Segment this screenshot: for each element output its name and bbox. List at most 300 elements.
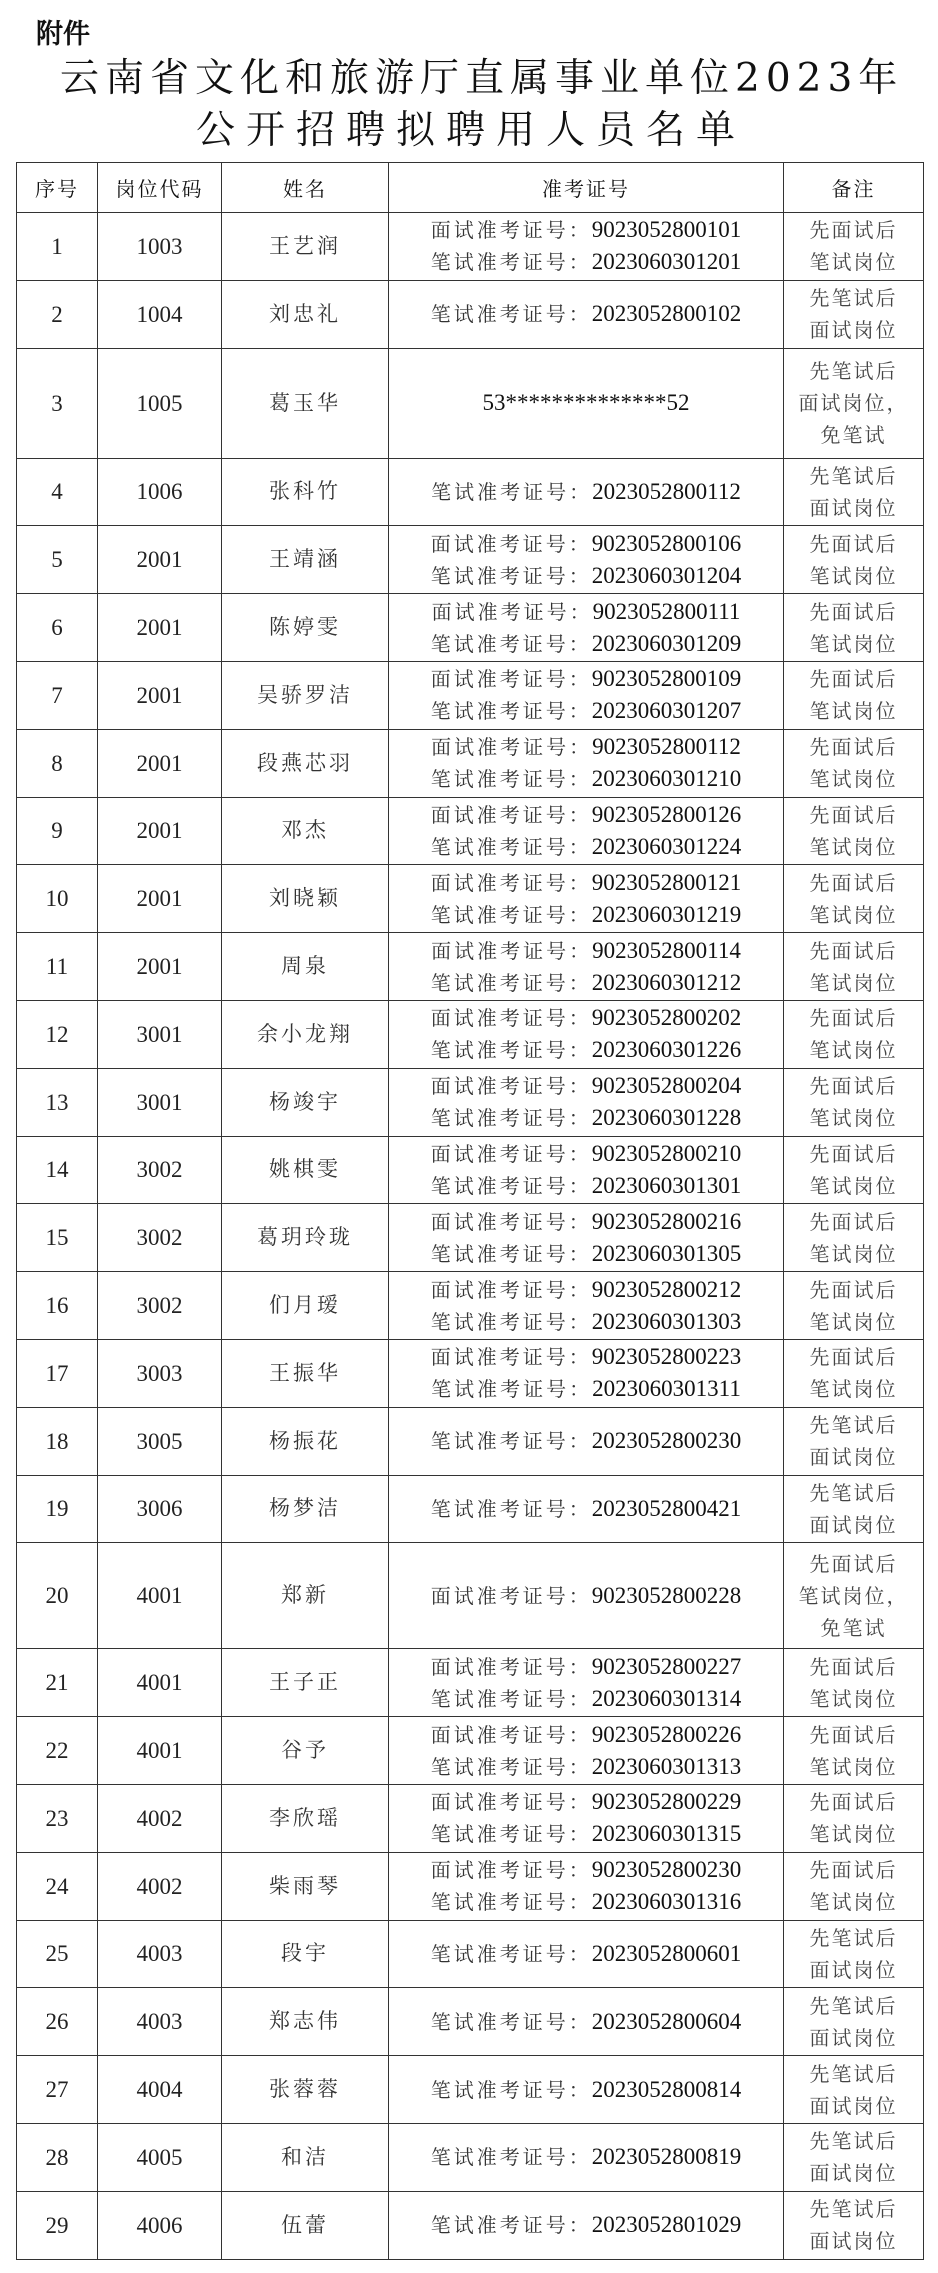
table-row [17,1649,924,1717]
ticket-label: 笔试准考证号： [430,1429,592,1454]
remarks-line: 先面试后 [809,1006,898,1031]
ticket-label: 面试准考证号： [431,938,593,963]
admission-ticket-cell [389,280,784,348]
table-row [17,1784,924,1852]
table-row [17,797,924,865]
ticket-line [389,1002,783,1034]
ticket-line [389,2141,783,2173]
remarks-line: 先笔试后 [809,1993,898,2018]
remarks-line: 先笔试后 [809,463,898,488]
ticket-number: 2023052800421 [591,1495,742,1521]
ticket-line [389,2006,783,2038]
serial-no-cell: 2 [17,280,98,348]
serial-no-cell: 10 [17,865,98,933]
remarks-line: 面试岗位 [809,1957,898,1982]
ticket-number: 2023052800112 [592,478,741,504]
ticket-line [389,695,783,727]
ticket-label: 面试准考证号： [430,1074,592,1099]
position-code-cell: 4003 [98,1920,222,1988]
position-code-cell: 3006 [98,1475,222,1543]
ticket-line [389,1425,783,1457]
name-cell: 王艺润 [222,213,389,281]
name-cell: 张科竹 [222,458,389,526]
ticket-label: 笔试准考证号： [430,834,592,859]
serial-no-cell: 24 [17,1852,98,1920]
attachment-label: 附件 [36,19,90,50]
remarks-line: 笔试岗位 [809,1038,898,1063]
table-row [17,348,924,458]
ticket-label: 面试准考证号： [430,1209,592,1234]
remarks-line: 先笔试后 [809,2197,898,2222]
remarks-line: 先面试后 [809,218,898,243]
remarks-line: 先笔试后 [809,359,898,384]
ticket-line [389,560,783,592]
ticket-number: 9023052800230 [591,1857,742,1883]
ticket-label: 笔试准考证号： [431,1377,593,1402]
ticket-number: 2023052800601 [591,1940,742,1966]
admission-ticket-cell [389,1920,784,1988]
serial-no-cell: 28 [17,2123,98,2191]
ticket-label: 笔试准考证号： [430,1822,592,1847]
ticket-line [389,935,783,967]
table-row [17,1543,924,1649]
ticket-label: 笔试准考证号： [430,1038,592,1063]
remarks-line: 先面试后 [809,802,898,827]
admission-ticket-cell [389,1717,784,1785]
admission-ticket-cell [389,1649,784,1717]
table-row [17,1339,924,1407]
ticket-line [389,1818,783,1850]
remarks-cell [784,348,924,458]
admission-ticket-cell [389,865,784,933]
ticket-label: 面试准考证号： [430,218,592,243]
table-body [17,213,924,2260]
ticket-line [389,663,783,695]
remarks-line: 先面试后 [809,1722,898,1747]
table-row [17,1852,924,1920]
table-row [17,865,924,933]
position-code-cell: 4006 [98,2191,222,2259]
remarks-line: 先笔试后 [809,2061,898,2086]
table-row [17,661,924,729]
table-row [17,1000,924,1068]
position-code-cell: 3003 [98,1339,222,1407]
name-cell: 伍蕾 [222,2191,389,2259]
ticket-number: 9023052800101 [591,217,742,243]
ticket-label: 面试准考证号： [431,599,593,624]
table-row [17,458,924,526]
header-position-code: 岗位代码 [98,163,222,213]
ticket-label: 面试准考证号： [430,1141,592,1166]
remarks-cell [784,729,924,797]
ticket-label: 面试准考证号： [431,735,593,760]
ticket-number: 2023060301303 [591,1308,742,1334]
remarks-line: 先面试后 [809,1654,898,1679]
ticket-number: 2023060301224 [591,833,742,859]
remarks-line: 先面试后 [809,1551,898,1576]
ticket-number: 9023052800109 [591,666,742,692]
serial-no-cell: 7 [17,661,98,729]
position-code-cell: 1004 [98,280,222,348]
header-serial-no: 序号 [17,163,98,213]
ticket-label: 笔试准考证号： [430,699,592,724]
remarks-cell [784,797,924,865]
ticket-number: 9023052800106 [591,530,742,556]
remarks-cell [784,1475,924,1543]
table-row [17,594,924,662]
remarks-cell [784,661,924,729]
ticket-line [389,1373,783,1405]
remarks-line: 面试岗位 [809,2093,898,2118]
remarks-cell [784,458,924,526]
remarks-line: 笔试岗位 [809,1309,898,1334]
ticket-line [389,1138,783,1170]
ticket-number: 53**************52 [482,390,690,416]
remarks-cell [784,1407,924,1475]
remarks-line: 面试岗位 [809,1445,898,1470]
ticket-label: 笔试准考证号： [430,970,592,995]
ticket-line [389,298,783,330]
ticket-label: 笔试准考证号： [430,2145,592,2170]
remarks-line: 免笔试 [820,423,887,448]
ticket-number: 9023052800210 [591,1140,742,1166]
serial-no-cell: 9 [17,797,98,865]
admission-ticket-cell [389,1339,784,1407]
ticket-number: 9023052800223 [591,1344,742,1370]
position-code-cell: 4001 [98,1543,222,1649]
remarks-cell [784,2191,924,2259]
remarks-cell [784,1852,924,1920]
position-code-cell: 3002 [98,1136,222,1204]
position-code-cell: 2001 [98,661,222,729]
ticket-line [389,596,783,628]
ticket-line [389,476,783,508]
table-row [17,526,924,594]
table-row [17,2123,924,2191]
remarks-line: 先面试后 [809,938,898,963]
ticket-label: 笔试准考证号： [430,2077,592,2102]
remarks-line: 先面试后 [809,599,898,624]
remarks-line: 面试岗位 [809,318,898,343]
remarks-line: 面试岗位， [798,391,909,416]
name-cell: 杨振花 [222,1407,389,1475]
admission-ticket-cell [389,661,784,729]
remarks-line: 先面试后 [809,1074,898,1099]
ticket-number: 2023060301313 [591,1753,742,1779]
name-cell: 王振华 [222,1339,389,1407]
remarks-line: 先笔试后 [809,1480,898,1505]
remarks-cell [784,213,924,281]
remarks-line: 笔试岗位 [809,834,898,859]
ticket-label: 笔试准考证号： [430,2009,592,2034]
name-cell: 张蓉蓉 [222,2056,389,2124]
ticket-number: 9023052800202 [591,1005,742,1031]
ticket-number: 2023052800230 [591,1428,742,1454]
remarks-line: 面试岗位 [809,495,898,520]
remarks-line: 笔试岗位 [809,1686,898,1711]
ticket-number: 2023060301209 [591,630,742,656]
header-remarks: 备注 [784,163,924,213]
admission-ticket-cell [389,729,784,797]
admission-ticket-cell [389,458,784,526]
name-cell: 段宇 [222,1920,389,1988]
ticket-label: 面试准考证号： [430,1006,592,1031]
ticket-number: 9023052800212 [591,1276,742,1302]
ticket-line [389,1683,783,1715]
position-code-cell: 4002 [98,1852,222,1920]
position-code-cell: 2001 [98,729,222,797]
table-row [17,1717,924,1785]
remarks-line: 笔试岗位 [809,767,898,792]
remarks-cell [784,2056,924,2124]
ticket-label: 面试准考证号： [430,1790,592,1815]
remarks-line: 先笔试后 [809,2129,898,2154]
remarks-line: 笔试岗位 [809,1822,898,1847]
ticket-label: 笔试准考证号： [430,902,592,927]
serial-no-cell: 11 [17,933,98,1001]
remarks-cell [784,1543,924,1649]
remarks-line: 先面试后 [809,1277,898,1302]
remarks-cell [784,1068,924,1136]
remarks-cell [784,1649,924,1717]
header-admission-ticket: 准考证号 [389,163,784,213]
serial-no-cell: 18 [17,1407,98,1475]
name-cell: 柴雨琴 [222,1852,389,1920]
remarks-line: 笔试岗位 [809,1890,898,1915]
ticket-label: 面试准考证号： [430,1345,592,1370]
table-row [17,1068,924,1136]
position-code-cell: 4001 [98,1717,222,1785]
ticket-line [389,967,783,999]
ticket-number: 2023060301316 [591,1889,742,1915]
position-code-cell: 1006 [98,458,222,526]
remarks-cell [784,526,924,594]
document-title-line1: 云南省文化和旅游厅直属事业单位2023年 [60,56,904,101]
ticket-number: 2023052800814 [591,2076,742,2102]
name-cell: 们月瑷 [222,1272,389,1340]
hire-list-table [16,162,924,2260]
remarks-cell [784,1988,924,2056]
ticket-line [389,246,783,278]
remarks-line: 先面试后 [809,735,898,760]
remarks-line: 笔试岗位 [809,902,898,927]
remarks-line: 先笔试后 [809,1925,898,1950]
table-row [17,1988,924,2056]
remarks-line: 笔试岗位 [809,1754,898,1779]
name-cell: 杨梦洁 [222,1475,389,1543]
admission-ticket-cell [389,1543,784,1649]
ticket-line [389,1651,783,1683]
ticket-number: 9023052800228 [591,1582,742,1608]
ticket-number: 2023060301314 [591,1685,742,1711]
ticket-number: 9023052800112 [592,734,741,760]
ticket-line [389,1206,783,1238]
ticket-label: 面试准考证号： [430,802,592,827]
ticket-line [389,1070,783,1102]
serial-no-cell: 12 [17,1000,98,1068]
name-cell: 王靖涵 [222,526,389,594]
ticket-line [389,1102,783,1134]
remarks-line: 笔试岗位 [809,1106,898,1131]
admission-ticket-cell [389,2056,784,2124]
admission-ticket-cell [389,1407,784,1475]
table-row [17,1272,924,1340]
position-code-cell: 3002 [98,1272,222,1340]
ticket-number: 2023060301204 [591,562,742,588]
position-code-cell: 3005 [98,1407,222,1475]
ticket-label: 笔试准考证号： [430,1686,592,1711]
name-cell: 郑新 [222,1543,389,1649]
remarks-line: 笔试岗位 [809,250,898,275]
ticket-line [389,899,783,931]
position-code-cell: 2001 [98,933,222,1001]
ticket-number: 2023060301201 [591,249,742,275]
serial-no-cell: 6 [17,594,98,662]
ticket-label: 笔试准考证号： [430,1241,592,1266]
admission-ticket-cell [389,933,784,1001]
ticket-label: 笔试准考证号： [430,1754,592,1779]
admission-ticket-cell [389,1475,784,1543]
name-cell: 葛玉华 [222,348,389,458]
serial-no-cell: 26 [17,1988,98,2056]
position-code-cell: 4005 [98,2123,222,2191]
ticket-number: 9023052800114 [592,937,741,963]
remarks-line: 笔试岗位 [809,631,898,656]
admission-ticket-cell [389,1852,784,1920]
serial-no-cell: 1 [17,213,98,281]
document-title-line2: 公开招聘拟聘用人员名单 [196,108,747,153]
remarks-cell [784,280,924,348]
admission-ticket-cell [389,1988,784,2056]
remarks-line: 笔试岗位 [809,1377,898,1402]
name-cell: 郑志伟 [222,1988,389,2056]
table-row [17,280,924,348]
ticket-label: 笔试准考证号： [430,1309,592,1334]
remarks-line: 面试岗位 [809,1512,898,1537]
name-cell: 邓杰 [222,797,389,865]
ticket-label: 面试准考证号： [430,1858,592,1883]
ticket-line [389,1751,783,1783]
serial-no-cell: 22 [17,1717,98,1785]
admission-ticket-cell [389,1000,784,1068]
serial-no-cell: 8 [17,729,98,797]
remarks-cell [784,1717,924,1785]
serial-no-cell: 20 [17,1543,98,1649]
name-cell: 刘晓颖 [222,865,389,933]
table-row [17,729,924,797]
name-cell: 和洁 [222,2123,389,2191]
ticket-line [389,799,783,831]
ticket-number: 2023060301311 [592,1376,741,1402]
remarks-line: 先笔试后 [809,286,898,311]
name-cell: 周泉 [222,933,389,1001]
serial-no-cell: 5 [17,526,98,594]
ticket-label: 笔试准考证号： [430,1496,592,1521]
admission-ticket-cell [389,1136,784,1204]
ticket-line [389,1938,783,1970]
remarks-line: 面试岗位 [809,2229,898,2254]
admission-ticket-cell [389,1204,784,1272]
ticket-line [389,1306,783,1338]
ticket-line [389,1886,783,1918]
serial-no-cell: 23 [17,1784,98,1852]
remarks-cell [784,1339,924,1407]
ticket-label: 笔试准考证号： [430,1941,592,1966]
table-row [17,1136,924,1204]
ticket-number: 2023060301228 [591,1105,742,1131]
serial-no-cell: 17 [17,1339,98,1407]
serial-no-cell: 25 [17,1920,98,1988]
serial-no-cell: 14 [17,1136,98,1204]
remarks-cell [784,1920,924,1988]
ticket-label: 笔试准考证号： [430,1890,592,1915]
remarks-line: 笔试岗位 [809,1173,898,1198]
remarks-line: 先面试后 [809,870,898,895]
table-row [17,933,924,1001]
remarks-line: 笔试岗位 [809,970,898,995]
ticket-number: 9023052800126 [591,801,742,827]
table-row [17,2056,924,2124]
serial-no-cell: 4 [17,458,98,526]
position-code-cell: 2001 [98,865,222,933]
position-code-cell: 1005 [98,348,222,458]
position-code-cell: 4003 [98,1988,222,2056]
ticket-number: 2023060301226 [591,1037,742,1063]
remarks-line: 先面试后 [809,667,898,692]
ticket-number: 2023052800604 [591,2008,742,2034]
ticket-line [389,628,783,660]
remarks-cell [784,865,924,933]
remarks-line: 先面试后 [809,1209,898,1234]
ticket-line [389,528,783,560]
remarks-line: 笔试岗位 [809,1241,898,1266]
name-cell: 余小龙翔 [222,1000,389,1068]
remarks-line: 先面试后 [809,1858,898,1883]
ticket-label: 面试准考证号： [430,531,592,556]
ticket-number: 2023060301305 [591,1240,742,1266]
remarks-line: 面试岗位 [809,2025,898,2050]
serial-no-cell: 15 [17,1204,98,1272]
position-code-cell: 4002 [98,1784,222,1852]
serial-no-cell: 3 [17,348,98,458]
table-row [17,1475,924,1543]
ticket-label: 笔试准考证号： [430,1106,592,1131]
remarks-cell [784,1136,924,1204]
ticket-label: 笔试准考证号： [430,302,592,327]
ticket-label: 面试准考证号： [430,1722,592,1747]
name-cell: 刘忠礼 [222,280,389,348]
position-code-cell: 4001 [98,1649,222,1717]
remarks-line: 笔试岗位 [809,563,898,588]
remarks-line: 面试岗位 [809,2161,898,2186]
ticket-line [389,1274,783,1306]
ticket-line [389,1854,783,1886]
serial-no-cell: 27 [17,2056,98,2124]
ticket-number: 9023052800227 [591,1653,742,1679]
ticket-line [389,867,783,899]
ticket-label: 面试准考证号： [430,870,592,895]
admission-ticket-cell [389,526,784,594]
ticket-line [389,2074,783,2106]
ticket-label: 笔试准考证号： [430,631,592,656]
remarks-line: 先面试后 [809,1790,898,1815]
ticket-number: 2023060301315 [591,1821,742,1847]
remarks-line: 先面试后 [809,1141,898,1166]
ticket-label: 笔试准考证号： [430,2213,592,2238]
remarks-cell [784,933,924,1001]
position-code-cell: 1003 [98,213,222,281]
serial-no-cell: 19 [17,1475,98,1543]
